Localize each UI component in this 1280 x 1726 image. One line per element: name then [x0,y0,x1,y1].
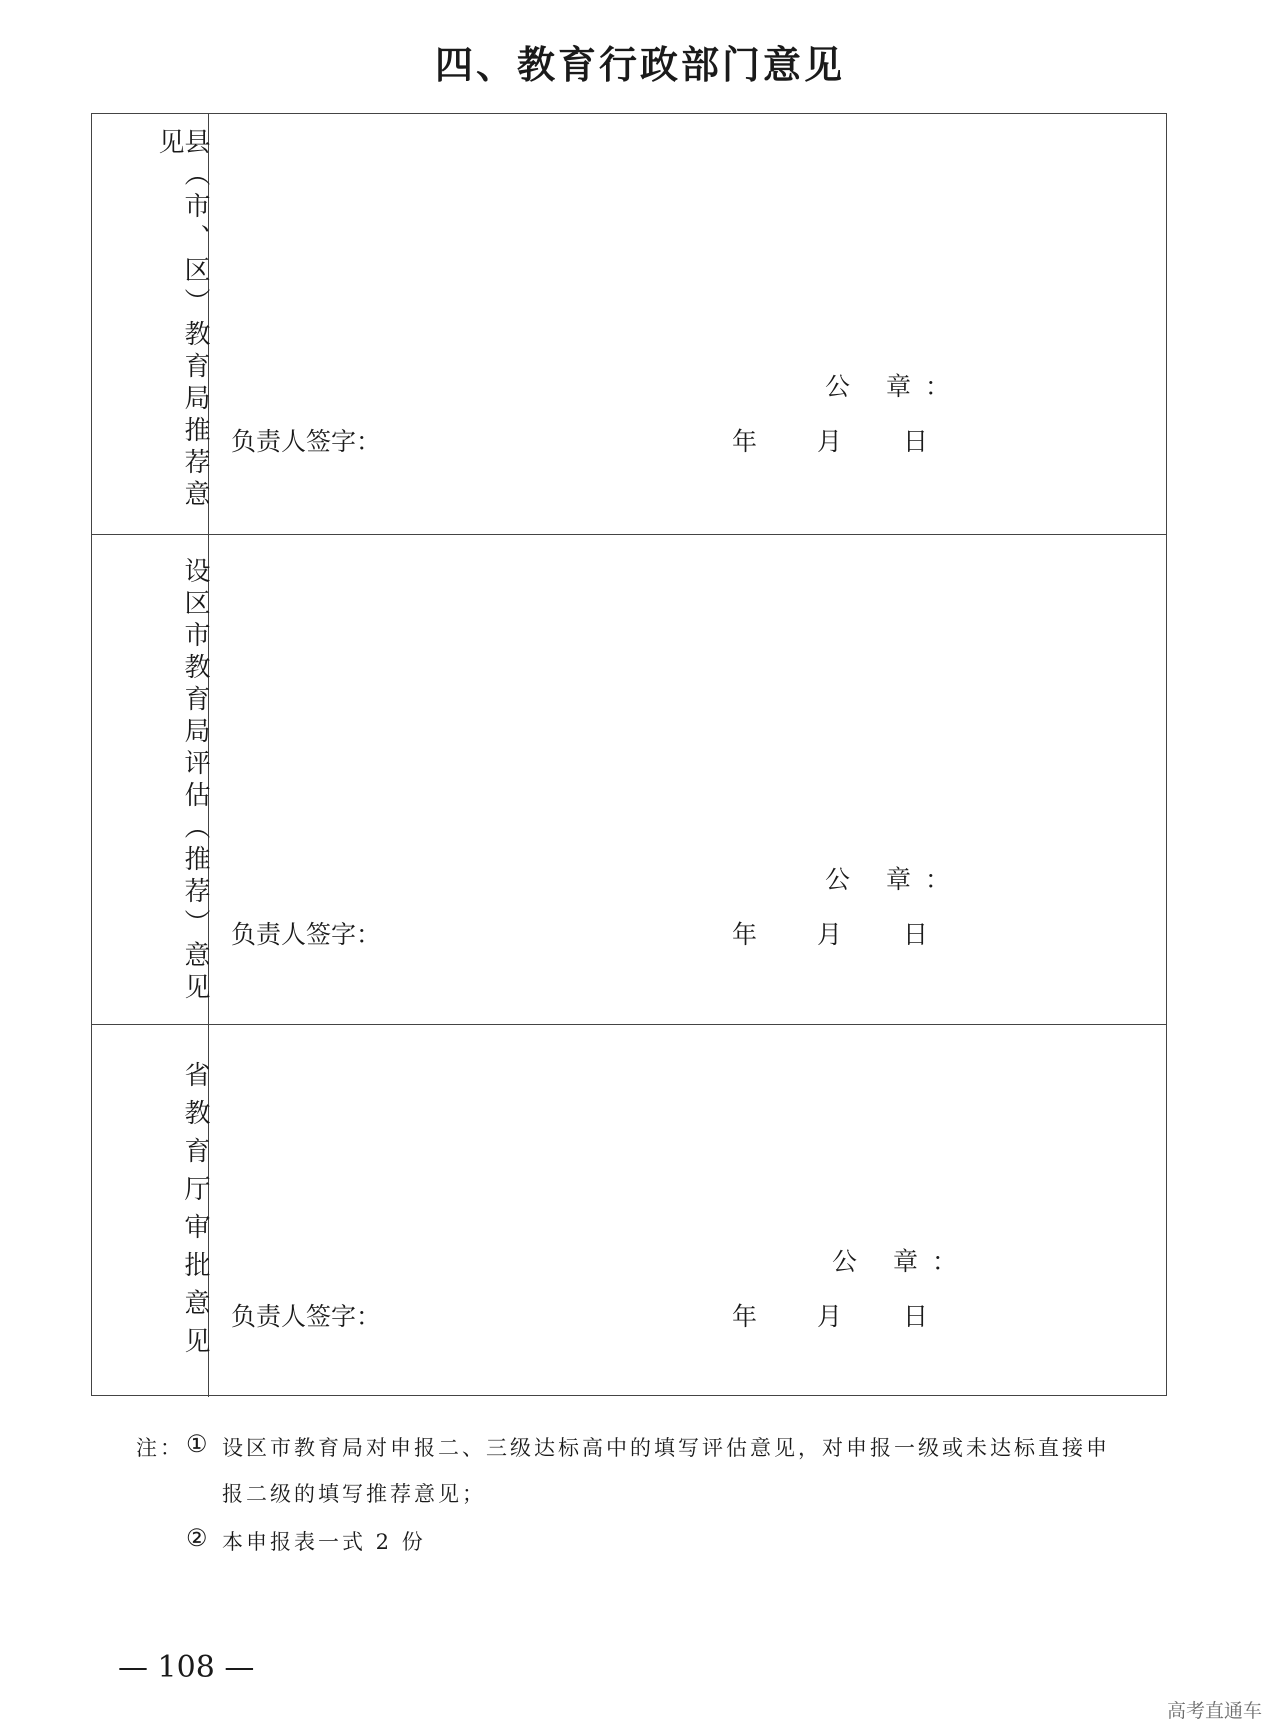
opinion-form-table [91,113,1167,1396]
official-seal-label: 公 章： [825,372,964,401]
page-title: 四、教育行政部门意见 [434,43,845,87]
date-month-label: 月 [817,427,843,456]
section-label-cell [92,1025,209,1397]
section-label-cell [92,114,209,534]
official-seal-label: 公 章： [825,865,964,894]
date-day-label: 日 [903,427,929,456]
date-day-label: 日 [903,920,929,949]
signature-label: 负责人签字： [231,427,382,456]
date-year-label: 年 [732,427,758,456]
date-month-label: 月 [817,920,843,949]
date-month-label: 月 [817,1302,843,1331]
section-row-province [92,1024,1166,1397]
section-label: 县（市、区）教育局推荐意见 [154,128,210,512]
section-row-county [92,114,1166,534]
section-label: 省教育厅审批意见 [180,1061,210,1365]
page-number: — 108 — [118,1650,255,1685]
signature-label: 负责人签字： [231,920,382,949]
note-1-line-1: 设区市教育局对申报二、三级达标高中的填写评估意见，对申报一级或未达标直接申 [222,1436,1110,1460]
section-label: 设区市教育局评估（推荐）意见 [180,557,210,1005]
note-2-text: 本申报表一式 2 份 [222,1530,426,1554]
date-day-label: 日 [903,1302,929,1331]
section-row-city [92,534,1166,1024]
note-1-marker: ① [186,1430,211,1458]
official-seal-label: 公 章： [832,1247,971,1276]
date-year-label: 年 [732,1302,758,1331]
signature-label: 负责人签字： [231,1302,382,1331]
note-2-marker: ② [186,1524,211,1552]
note-1-line-2: 报二级的填写推荐意见； [222,1482,486,1506]
notes-prefix: 注： [136,1436,184,1460]
date-year-label: 年 [732,920,758,949]
watermark-text: 高考直通车 [1166,1700,1262,1722]
section-label-cell [92,535,209,1024]
